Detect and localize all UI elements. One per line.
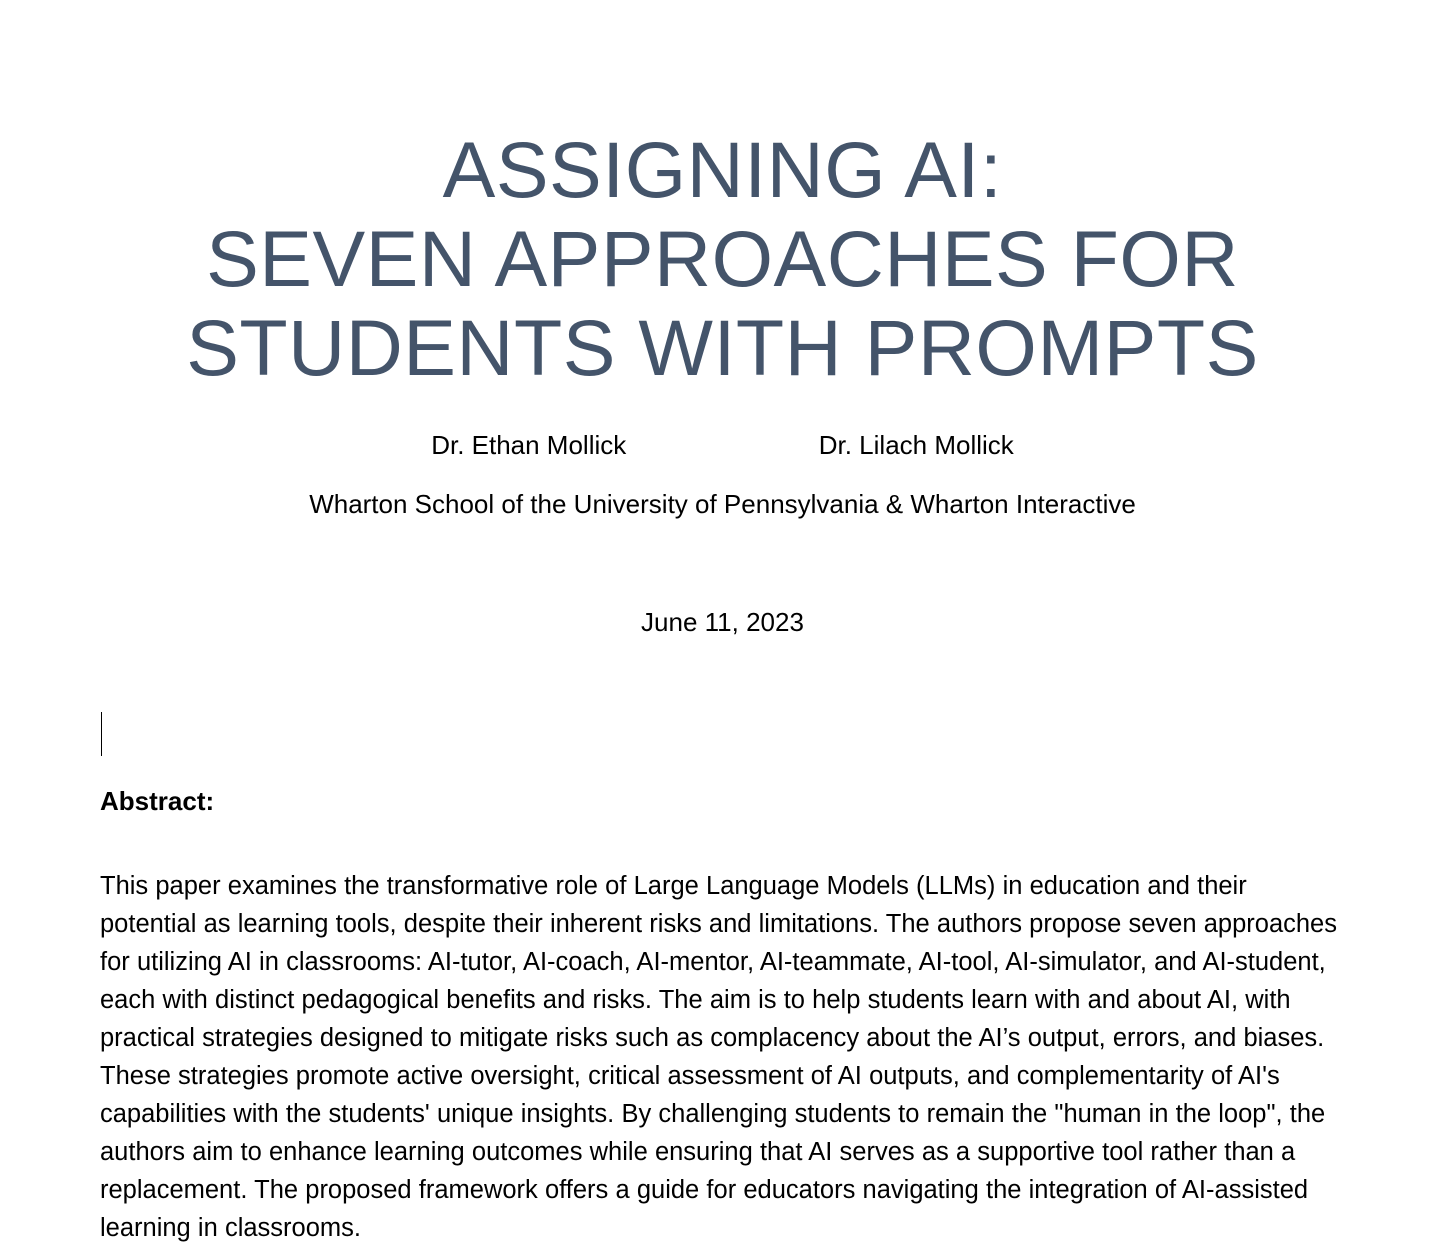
page-title <box>100 125 1345 392</box>
title-line-2: SEVEN APPROACHES FOR <box>206 213 1239 303</box>
text-cursor-caret[interactable] <box>101 712 102 756</box>
abstract-heading: Abstract: <box>100 786 215 816</box>
author-name-primary: Dr. Ethan Mollick <box>431 430 627 460</box>
author-name-secondary: Dr. Lilach Mollick <box>818 430 1014 460</box>
authors-row <box>100 426 1345 464</box>
abstract-body: This paper examines the transformative role of Large Language Models (LLMs) in education and their potential as learning tools, despite their inherent risks and limitations. The authors propose seven approaches for utilizing AI in classrooms: AI-tutor, AI-coach, AI-mentor, AI-teammate, AI-tool, AI-simulator, and AI-student, each with distinct pedagogical benefits and risks. The aim is to help students learn with and about AI, with practical strategies designed to mitigate risks such as complacency about the AI’s output, errors, and biases. These strategies promote active oversight, critical assessment of AI outputs, and complementarity of AI's capabilities with the students' unique insights. By challenging students to remain the "human in the loop", the authors aim to enhance learning outcomes while ensuring that AI serves as a supportive tool rather than a replacement. The proposed framework offers a guide for educators navigating the integration of AI-assisted learning in classrooms. <box>100 871 1337 1242</box>
document-date: June 11, 2023 <box>641 607 804 637</box>
title-line-3: STUDENTS WITH PROMPTS <box>186 302 1259 392</box>
authors-inner <box>431 426 1014 464</box>
affiliation-line: Wharton School of the University of Pennsylvania & Wharton Interactive <box>309 489 1136 519</box>
title-line-1: ASSIGNING AI: <box>442 124 1003 214</box>
